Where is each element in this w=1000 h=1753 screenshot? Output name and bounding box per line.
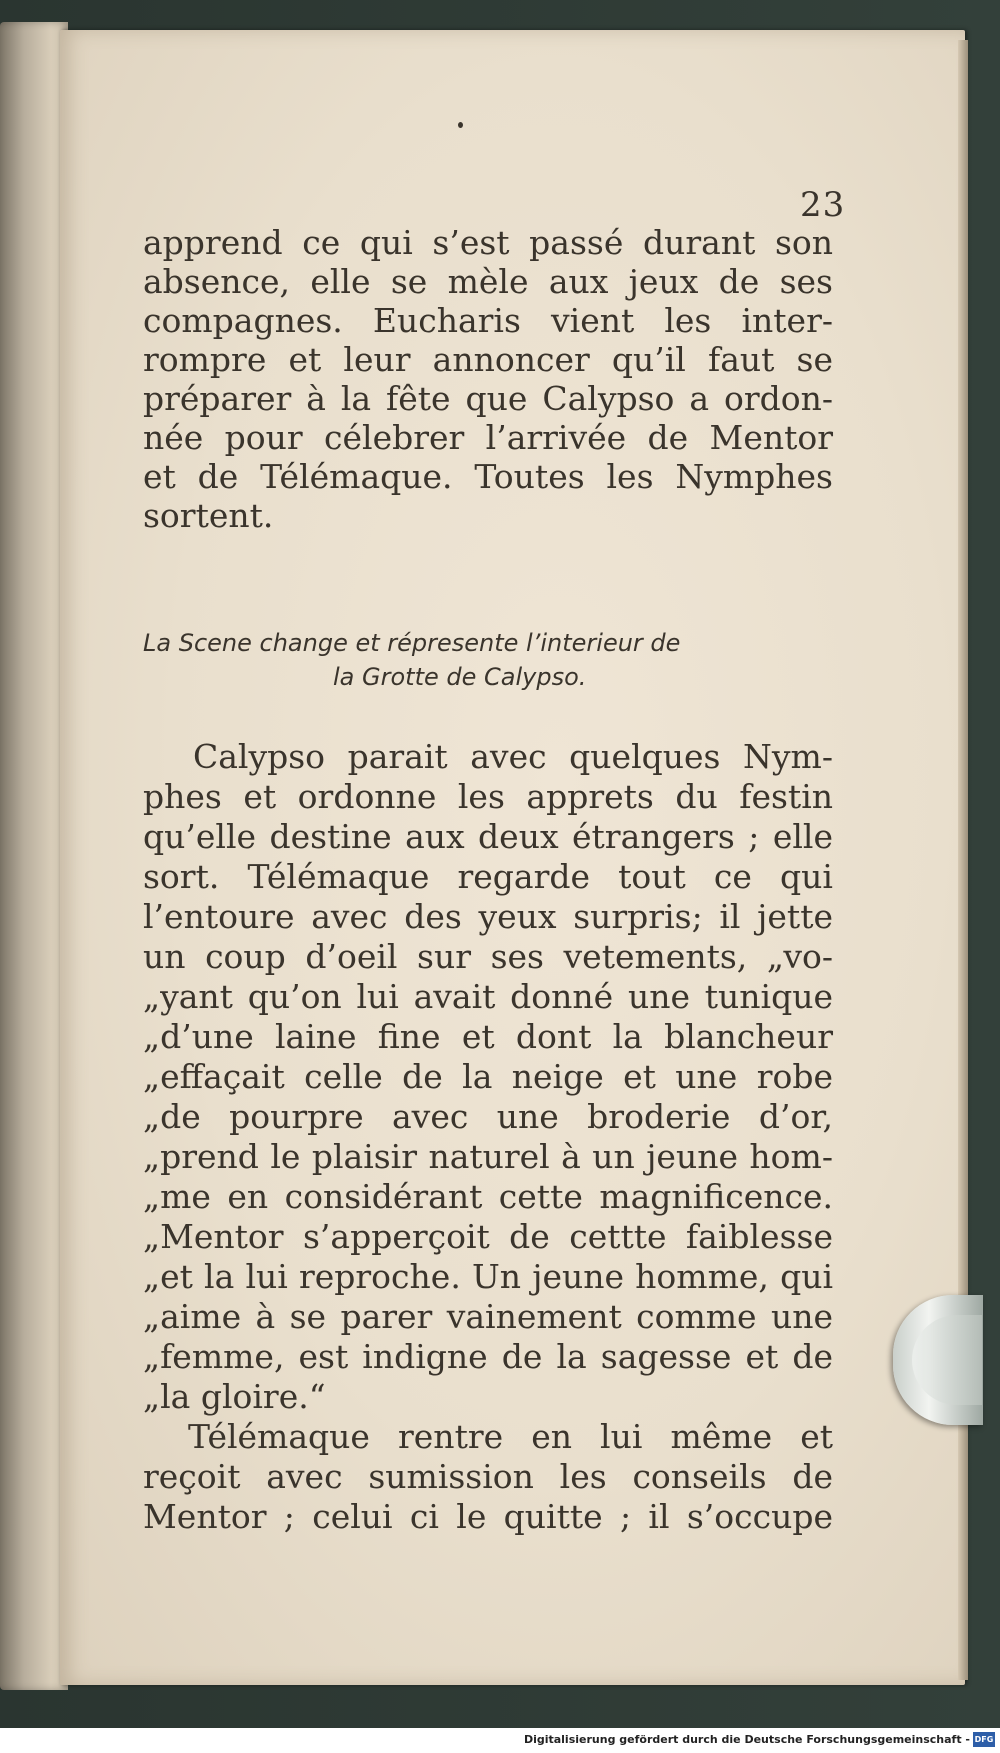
text-line: „de pourpre avec une broderie d’or, — [143, 1097, 833, 1136]
text-line: Calypso parait avec quelques Nym- — [193, 737, 833, 776]
text-line: née pour célebrer l’arrivée de Mentor — [143, 418, 833, 457]
text-line: „et la lui reproche. Un jeune homme, qui — [143, 1257, 833, 1296]
page-right-edge — [958, 40, 968, 1680]
text-line: „femme, est indigne de la sagesse et de — [143, 1337, 833, 1376]
text-line: absence, elle se mèle aux jeux de ses — [143, 262, 833, 301]
footer-credit: Digitalisierung gefördert durch die Deutsche Forschungsgemeinschaft - — [523, 1733, 970, 1746]
text-line: „me en considérant cette magnificence. — [143, 1177, 833, 1216]
text-line: „la gloire.“ — [143, 1377, 326, 1416]
dfg-logo: DFG — [973, 1732, 995, 1747]
text-line: Télémaque rentre en lui même et — [188, 1417, 833, 1456]
digitization-footer — [0, 1728, 1000, 1753]
text-line: sortent. — [143, 496, 274, 535]
text-line: et de Télémaque. Toutes les Nymphes — [143, 457, 833, 496]
text-line: préparer à la fête que Calypso a ordon- — [143, 379, 833, 418]
text-line: „prend le plaisir naturel à un jeune hom- — [143, 1137, 833, 1176]
text-line: „Mentor s’apperçoit de cettte faiblesse — [143, 1217, 833, 1256]
stage-direction-line: la Grotte de Calypso. — [333, 663, 587, 691]
page-number: 23 — [800, 185, 846, 225]
text-line: reçoit avec sumission les conseils de — [143, 1457, 833, 1496]
text-line: Mentor ; celui ci le quitte ; il s’occupe — [143, 1497, 833, 1536]
text-line: apprend ce qui s’est passé durant son — [143, 223, 833, 262]
text-line: „effaçait celle de la neige et une robe — [143, 1057, 833, 1096]
text-line: „d’une laine fine et dont la blancheur — [143, 1017, 833, 1056]
text-line: compagnes. Eucharis vient les inter- — [143, 301, 833, 340]
stage-direction-line: La Scene change et répresente l’interieur de — [143, 629, 681, 657]
text-line: „yant qu’on lui avait donné une tunique — [143, 977, 833, 1016]
text-line: l’entoure avec des yeux surpris; il jette — [143, 897, 833, 936]
left-page-edge — [0, 22, 68, 1690]
text-line: qu’elle destine aux deux étrangers ; elle — [143, 817, 833, 856]
ink-dot — [458, 122, 463, 128]
text-line: „aime à se parer vainement comme une — [143, 1297, 833, 1336]
text-line: un coup d’oeil sur ses vetements, „vo- — [143, 937, 833, 976]
text-line: sort. Télémaque regarde tout ce qui — [143, 857, 833, 896]
text-line: phes et ordonne les apprets du festin — [143, 777, 833, 816]
text-line: rompre et leur annoncer qu’il faut se — [143, 340, 833, 379]
